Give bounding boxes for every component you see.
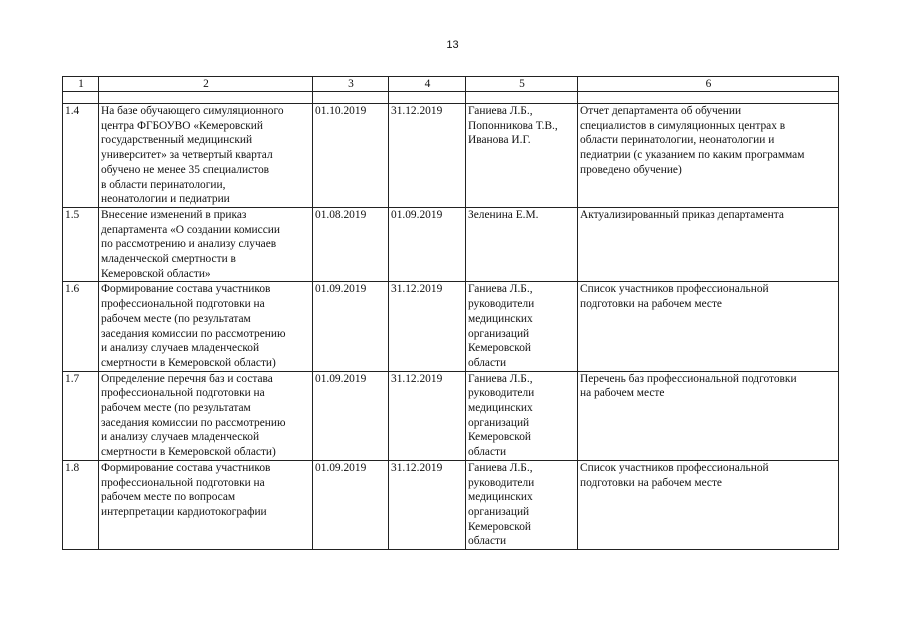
task-cell-line: Внесение изменений в приказ [101,208,247,221]
responsible-cell-line: организаций [468,505,530,518]
task-cell-line: младенческой смертности в [101,253,236,266]
task-cell-line: заседания комиссии по рассмотрению [101,327,286,340]
result-cell [578,460,839,549]
task-cell-line: рабочем месте (по результатам [101,402,251,415]
task-cell-line: рабочем месте по вопросам [101,491,236,504]
task-cell-line: в области перинатологии, [101,178,226,191]
start-date: 01.10.2019 [313,104,389,208]
start-date: 01.09.2019 [313,460,389,549]
responsible-cell-line: организаций [468,416,530,429]
responsible-cell [466,104,578,208]
start-date: 01.09.2019 [313,371,389,460]
responsible-cell-line: Ганиева Л.Б., [468,105,533,117]
task-cell-line: неонатологии и педиатрии [101,193,230,206]
end-date: 31.12.2019 [389,460,466,549]
task-cell-line: рабочем месте (по результатам [101,312,251,325]
task-cell [99,460,313,549]
task-cell-line: центра ФГБОУВО «Кемеровский [101,119,263,132]
task-cell-line: На базе обучающего симуляционного [101,105,284,117]
responsible-cell-line: руководители [468,298,535,311]
responsible-cell-line: Попонникова Т.В., [468,119,558,132]
page-number: 13 [446,39,459,51]
task-cell-line: и анализу случаев младенческой [101,431,260,444]
responsible-cell-line: Кемеровской [468,342,531,355]
result-cell-line: Перечень баз профессиональной подготовки [580,372,797,385]
row-number: 1.6 [63,282,99,371]
responsible-cell [466,460,578,549]
responsible-cell-line: области [468,446,507,459]
result-cell [578,207,839,282]
task-cell [99,104,313,208]
row-number: 1.5 [63,207,99,282]
result-cell-line: подготовки на рабочем месте [580,298,722,311]
task-cell-line: Кемеровской области» [101,267,211,280]
responsible-cell [466,207,578,282]
responsible-cell [466,371,578,460]
result-cell [578,371,839,460]
result-cell [578,104,839,208]
responsible-cell-line: Кемеровской [468,520,531,533]
end-date: 01.09.2019 [389,207,466,282]
responsible-cell-line: Ганиева Л.Б., [468,283,533,296]
task-cell [99,371,313,460]
task-cell-line: смертности в Кемеровской области) [101,356,276,369]
result-cell-line: подготовки на рабочем месте [580,476,722,489]
row-number: 1.8 [63,460,99,549]
plan-table [62,76,839,550]
task-cell-line: университет» за четвертый квартал [101,149,273,162]
start-date: 01.09.2019 [313,282,389,371]
result-cell-line: Отчет департамента об обучении [580,105,742,117]
task-cell-line: заседания комиссии по рассмотрению [101,416,286,429]
column-header: 4 [389,77,466,92]
task-cell [99,282,313,371]
task-cell-line: государственный медицинский [101,134,253,147]
start-date: 01.08.2019 [313,207,389,282]
task-cell-line: интерпретации кардиотокографии [101,505,267,518]
task-cell-line: обучено не менее 35 специалистов [101,163,270,176]
result-cell-line: специалистов в симуляционных центрах в [580,119,786,132]
responsible-cell-line: руководители [468,387,535,400]
result-cell-line: педиатрии (с указанием по каким программам [580,149,805,162]
task-cell-line: профессиональной подготовки на [101,476,265,489]
responsible-cell-line: организаций [468,327,530,340]
end-date: 31.12.2019 [389,282,466,371]
result-cell-line: области перинатологии, неонатологии и [580,134,775,147]
column-header: 3 [313,77,389,92]
spacer-row [63,92,839,104]
responsible-cell-line: медицинских [468,491,533,504]
table-row [63,104,839,208]
responsible-cell-line: руководители [468,476,535,489]
result-cell-line: Актуализированный приказ департамента [580,208,784,221]
task-cell-line: Определение перечня баз и состава [101,372,273,385]
task-cell-line: департамента «О создании комиссии [101,223,280,236]
task-cell-line: смертности в Кемеровской области) [101,446,276,459]
end-date: 31.12.2019 [389,371,466,460]
responsible-cell-line: медицинских [468,312,533,325]
task-cell-line: по рассмотрению и анализу случаев [101,238,277,251]
responsible-cell [466,282,578,371]
responsible-cell-line: Иванова И.Г. [468,134,531,147]
column-header: 2 [99,77,313,92]
result-cell-line: Список участников профессиональной [580,283,769,296]
responsible-cell-line: области [468,356,507,369]
header-row [63,77,839,92]
responsible-cell-line: Зеленина Е.М. [468,208,539,221]
task-cell [99,207,313,282]
row-number: 1.4 [63,104,99,208]
result-cell-line: на рабочем месте [580,387,665,400]
column-header: 1 [63,77,99,92]
responsible-cell-line: Ганиева Л.Б., [468,461,533,474]
column-header: 6 [578,77,839,92]
table-row [63,207,839,282]
column-header: 5 [466,77,578,92]
task-cell-line: профессиональной подготовки на [101,387,265,400]
responsible-cell-line: Ганиева Л.Б., [468,372,533,385]
task-cell-line: Формирование состава участников [101,461,271,474]
result-cell [578,282,839,371]
responsible-cell-line: области [468,535,507,548]
table-row [63,282,839,371]
task-cell-line: профессиональной подготовки на [101,298,265,311]
end-date: 31.12.2019 [389,104,466,208]
row-number: 1.7 [63,371,99,460]
task-cell-line: Формирование состава участников [101,283,271,296]
table-row [63,460,839,549]
responsible-cell-line: медицинских [468,402,533,415]
result-cell-line: проведено обучение) [580,163,682,176]
table-row [63,371,839,460]
result-cell-line: Список участников профессиональной [580,461,769,474]
task-cell-line: и анализу случаев младенческой [101,342,260,355]
responsible-cell-line: Кемеровской [468,431,531,444]
